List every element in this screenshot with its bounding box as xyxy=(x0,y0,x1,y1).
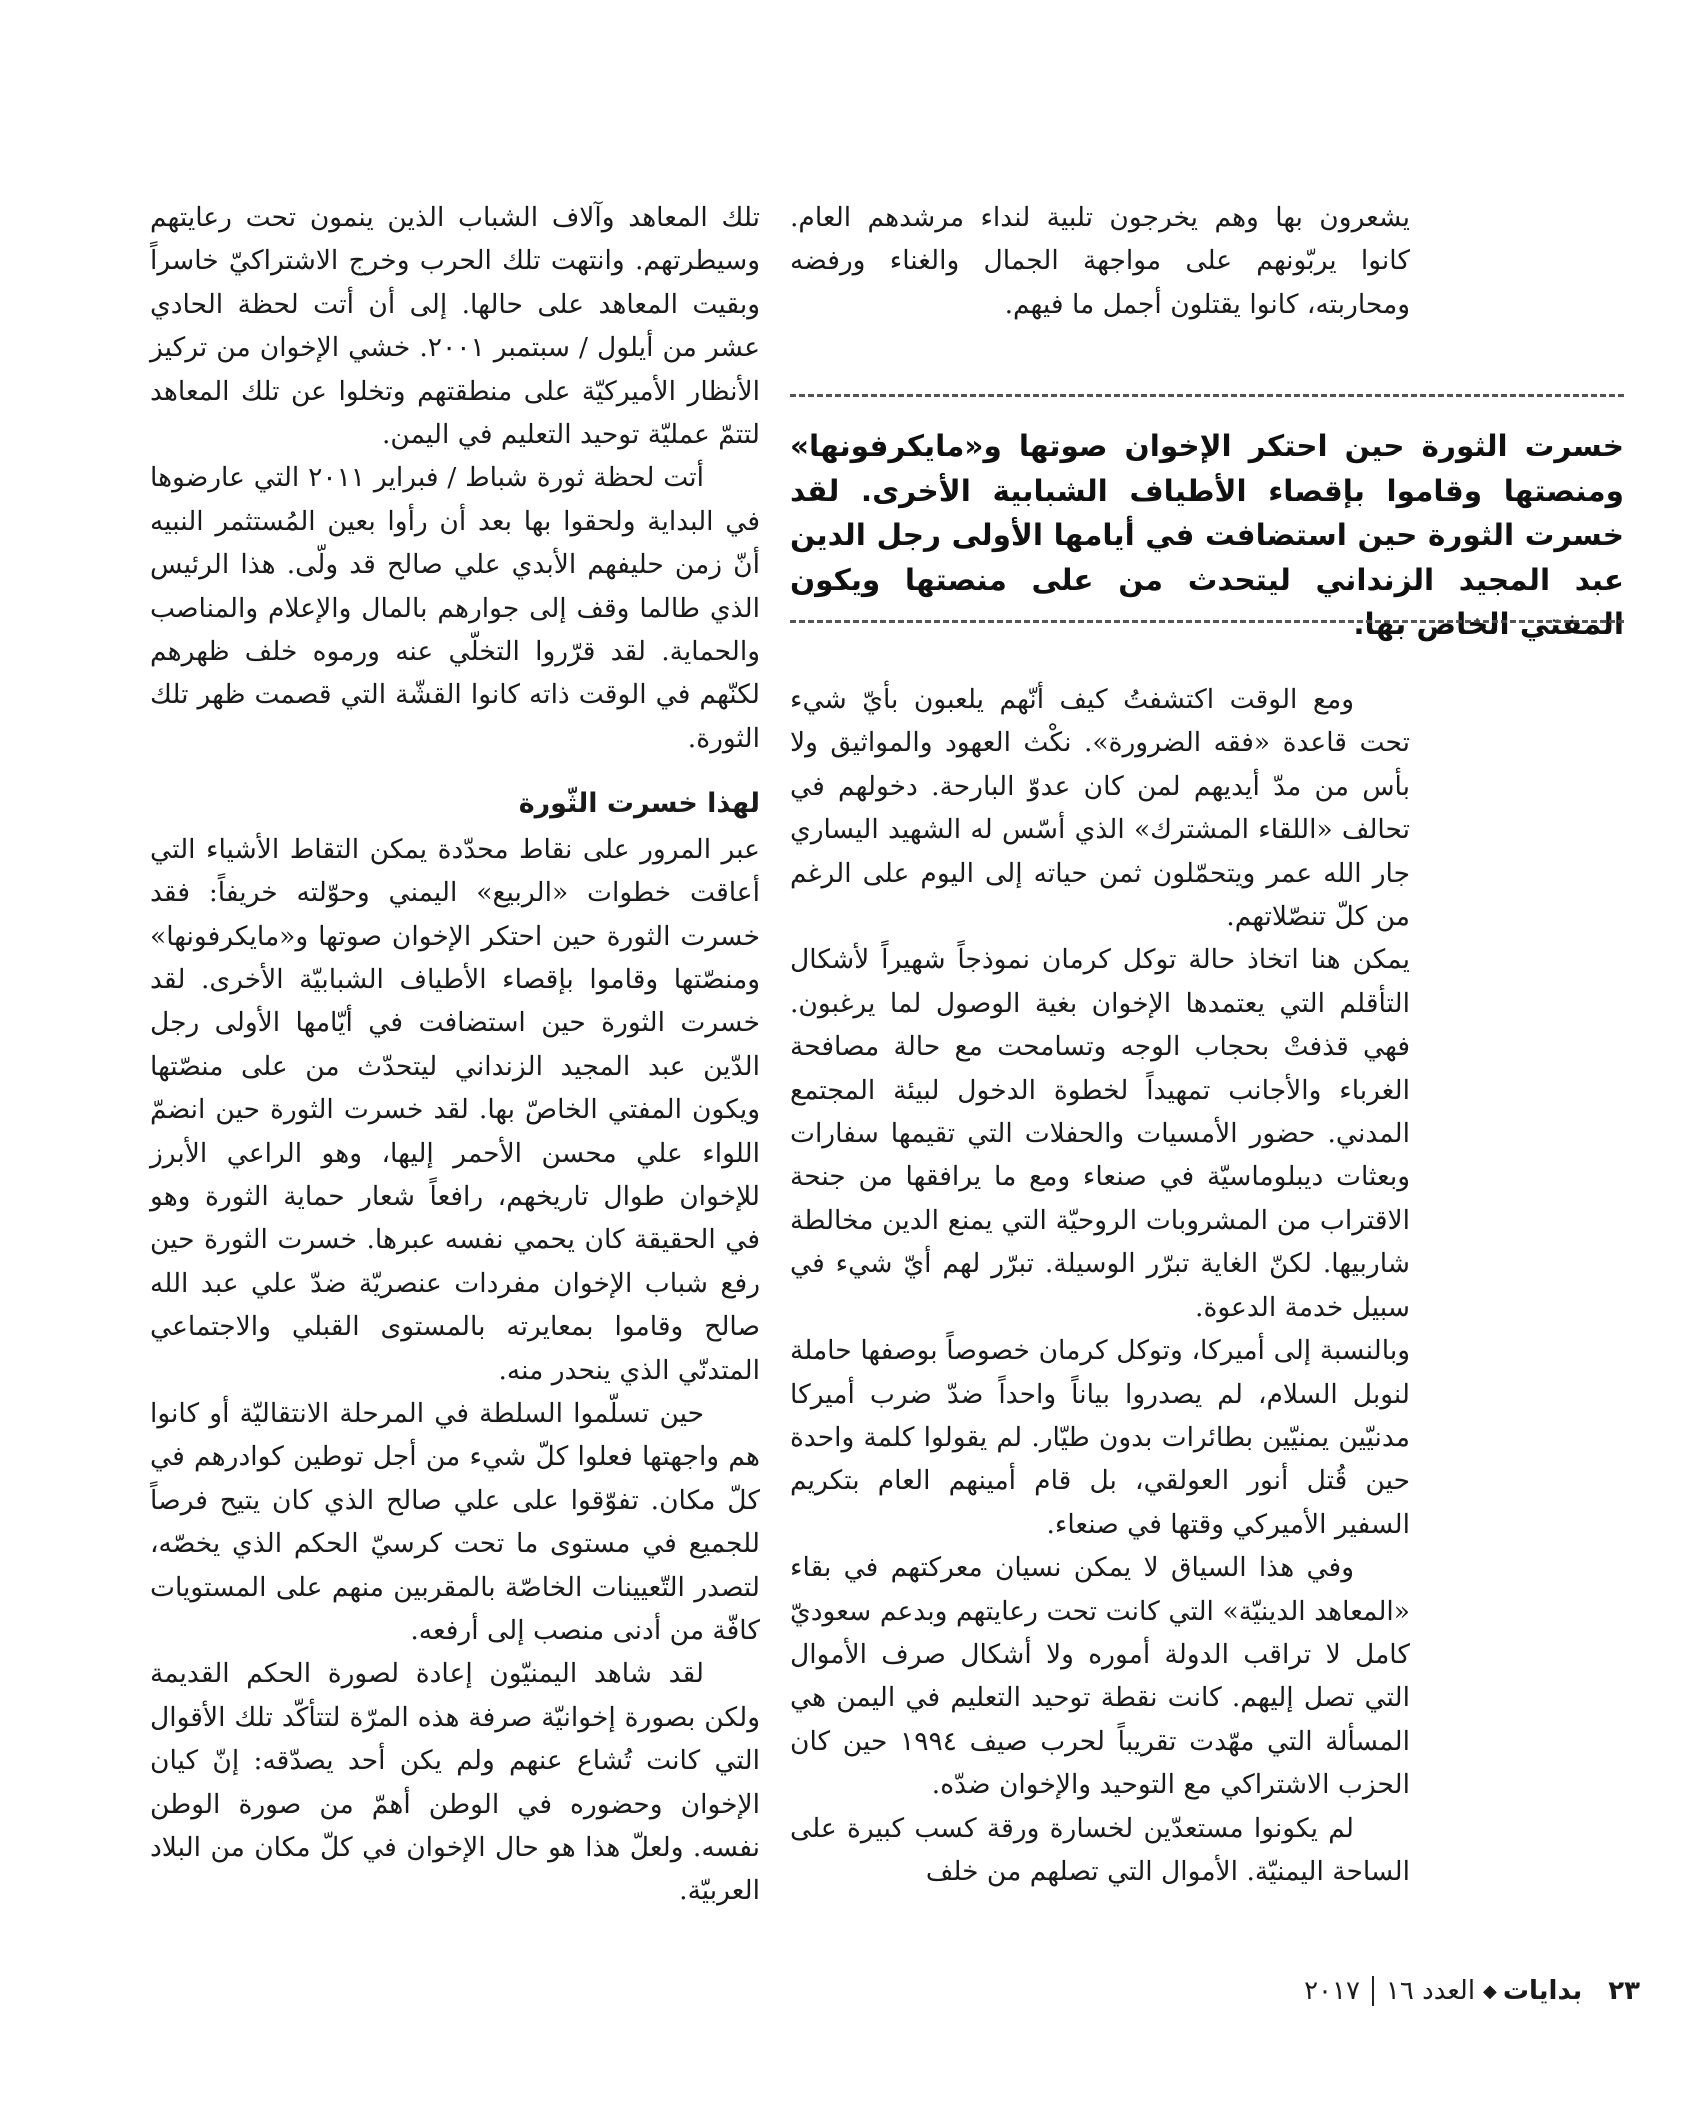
pull-quote: خسرت الثورة حين احتكر الإخوان صوتها و«مايكرفونها» ومنصتها وقاموا بإقصاء الأطياف الشبابية الأخرى. لقد خسرت الثورة حين استضافت في أيامها الأولى رجل الدين عبد المجيد الزنداني ليتحدث من على منصتها ويكون المفتي الخاص بها. xyxy=(790,429,1624,641)
body-paragraph: وفي هذا السياق لا يمكن نسيان معركتهم في بقاء «المعاهد الدينيّة» التي كانت تحت رعايتهم وبدعم سعوديّ كامل لا تراقب الدولة أموره ولا أشكال صرف الأموال التي تصل إليهم. كانت نقطة توحيد التعليم في اليمن هي المسألة التي مهّدت تقريباً لحرب صيف ١٩٩٤ حين كان الحزب الاشتراكي مع التوحيد والإخوان ضدّه. xyxy=(790,1552,1410,1801)
left-column xyxy=(150,196,760,1913)
body-paragraph: وبالنسبة إلى أميركا، وتوكل كرمان خصوصاً بوصفها حاملة لنوبل السلام، لم يصدروا بياناً واحداً ضدّ ضرب أميركا مدنيّين يمنيّين بطائرات بدون طيّار. لم يقولوا كلمة واحدة حين قُتل أنور العولقي، بل قام أمينهم العام بتكريم السفير الأميركي وقتها في صنعاء. xyxy=(790,1335,1410,1540)
issue-year: ٢٠١٧ xyxy=(1304,1976,1360,2006)
body-paragraph: يمكن هنا اتخاذ حالة توكل كرمان نموذجاً شهيراً لأشكال التأقلم التي يعتمدها الإخوان بغية الوصول لما يرغبون. فهي قذفتْ بحجاب الوجه وتسامحت مع حالة مصافحة الغرباء والأجانب تمهيداً لخطوة الدخول لبيئة المجتمع المدني. حضور الأمسيات والحفلات التي تقيمها سفارات وبعثات ديبلوماسيّة في صنعاء ومع ما يرافقها من جنحة الاقتراب من المشروبات الروحيّة التي يمنع الدين مخالطة شاربيها. لكنّ الغاية تبرّر الوسيلة. تبرّر لهم أيّ شيء في سبيل خدمة الدعوة. xyxy=(790,944,1410,1323)
magazine-name: بدايات xyxy=(1502,1976,1583,2006)
body-paragraph: حين تسلّموا السلطة في المرحلة الانتقاليّة أو كانوا هم واجهتها فعلوا كلّ شيء من أجل توطين كوادرهم في كلّ مكان. تفوّقوا على علي صالح الذي كان يتيح فرصاً للجميع في مستوى ما تحت كرسيّ الحكم الذي يخصّه، لتصدر التّعيينات الخاصّة بالمقربين منهم على المستويات كافّة من أدنى منصب إلى أرفعه. xyxy=(150,1397,760,1646)
section-heading: لهذا خسرت الثّورة xyxy=(518,788,760,820)
footer-divider xyxy=(1372,1976,1374,2006)
diamond-icon: ◆ xyxy=(1483,1980,1497,2002)
body-paragraph: يشعرون بها وهم يخرجون تلبية لنداء مرشدهم العام. كانوا يربّونهم على مواجهة الجمال والغناء ورفضه ومحاربته، كانوا يقتلون أجمل ما فيهم. xyxy=(790,202,1410,320)
pull-quote-top-rule xyxy=(790,394,1624,397)
body-paragraph: لقد شاهد اليمنيّون إعادة لصورة الحكم القديمة ولكن بصورة إخوانيّة صرفة هذه المرّة لتتأكّد تلك الأقوال التي كانت تُشاع عنهم ولم يكن أحد يصدّقه: إنّ كيان الإخوان وحضوره في الوطن أهمّ من صورة الوطن نفسه. ولعلّ هذا هو حال الإخوان في كلّ مكان من البلاد العربيّة. xyxy=(150,1658,760,1907)
page-number: ٢٣ xyxy=(1608,1976,1640,2006)
right-column-top xyxy=(790,196,1410,326)
pull-quote-bottom-rule xyxy=(790,620,1624,623)
body-paragraph: عبر المرور على نقاط محدّدة يمكن التقاط الأشياء التي أعاقت خطوات «الربيع» اليمني وحوّلته خريفاً: فقد خسرت الثورة حين احتكر الإخوان صوتها و«مايكرفونها» ومنصّتها وقاموا بإقصاء الأطياف الشبابيّة الأخرى. لقد خسرت الثورة حين استضافت في أيّامها الأولى رجل الدّين عبد المجيد الزنداني ليتحدّث من على منصّتها ويكون المفتي الخاصّ بها. لقد خسرت الثورة حين انضمّ اللواء علي محسن الأحمر إليها، وهو الراعي الأبرز للإخوان طوال تاريخهم، رافعاً شعار حماية الثورة وهو في الحقيقة كان يحمي نفسه عبرها. خسرت الثورة حين رفع شباب الإخوان مفردات عنصريّة ضدّ علي عبد الله صالح وقاموا بمعايرته بالمستوى القبلي والاجتماعي المتدنّي الذي ينحدر منه. xyxy=(150,833,760,1386)
page-footer xyxy=(1080,1973,1640,2009)
body-paragraph: لم يكونوا مستعدّين لخسارة ورقة كسب كبيرة على الساحة اليمنيّة. الأموال التي تصلهم من خلف xyxy=(790,1812,1410,1887)
body-paragraph: ومع الوقت اكتشفتُ كيف أنّهم يلعبون بأيّ شيء تحت قاعدة «فقه الضرورة». نكْث العهود والمواثيق ولا بأس من مدّ أيديهم لمن كان عدوّ البارحة. دخولهم في تحالف «اللقاء المشترك» الذي أسّس له الشهيد اليساري جار الله عمر ويتحمّلون ثمن حياته إلى اليوم على الرغم من كلّ تنصّلاتهم. xyxy=(790,684,1410,933)
issue-label: العدد ١٦ xyxy=(1385,1976,1476,2006)
right-column-bottom xyxy=(790,678,1410,1893)
body-paragraph: تلك المعاهد وآلاف الشباب الذين ينمون تحت رعايتهم وسيطرتهم. وانتهت تلك الحرب وخرج الاشتراكيّ خاسراً وبقيت المعاهد على حالها. إلى أن أتت لحظة الحادي عشر من أيلول / سبتمبر ٢٠٠١. خشي الإخوان من تركيز الأنظار الأميركيّة على منطقتهم وتخلوا عن تلك المعاهد لتتمّ عمليّة توحيد التعليم في اليمن. xyxy=(150,202,761,451)
body-paragraph: أتت لحظة ثورة شباط / فبراير ٢٠١١ التي عارضوها في البداية ولحقوا بها بعد أن رأوا بعين المُستثمر النبيه أنّ زمن حليفهم الأبدي علي صالح قد ولّى. هذا الرئيس الذي طالما وقف إلى جوارهم بالمال والإعلام والمناصب والحماية. لقد قرّروا التخلّي عنه ورموه خلف ظهرهم لكنّهم في الوقت ذاته كانوا القشّة التي قصمت ظهر تلك الثورة. xyxy=(150,462,760,754)
